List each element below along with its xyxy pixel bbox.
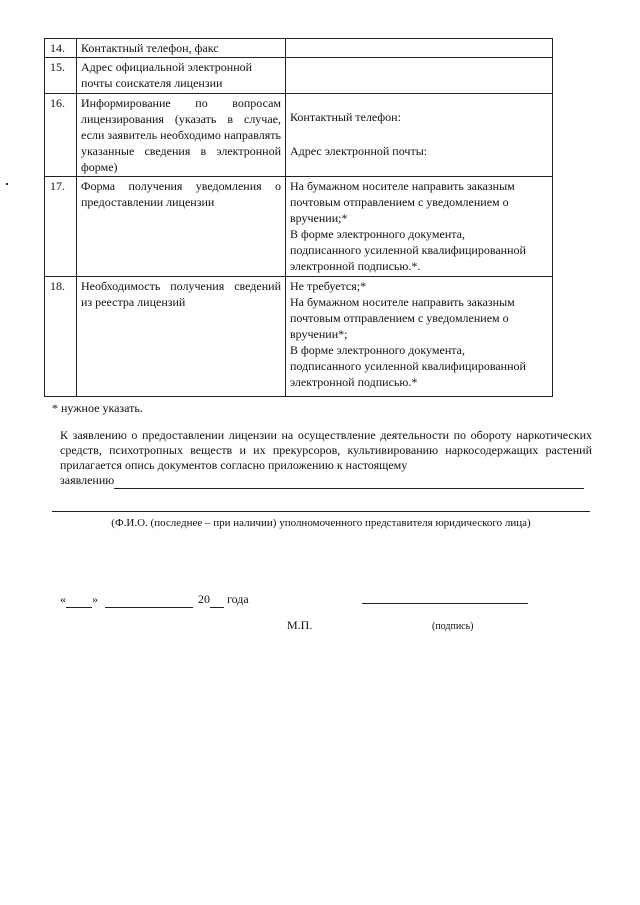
row-label: Форма получения уведомления о предоставлении лицензии bbox=[77, 177, 286, 277]
option-line: электронной подписью.*. bbox=[290, 259, 421, 273]
row-label: Необходимость получения сведений из реестра лицензий bbox=[77, 277, 286, 397]
row-value-field[interactable] bbox=[286, 39, 553, 58]
value-line: Адрес электронной почты: bbox=[290, 144, 428, 158]
option-line: почтовым отправлением с уведомлением о bbox=[290, 195, 509, 209]
option-line: вручении;* bbox=[290, 211, 348, 225]
row-value-field[interactable] bbox=[286, 58, 553, 94]
table-row bbox=[45, 58, 553, 94]
row-number: 15. bbox=[45, 58, 77, 94]
day-field[interactable] bbox=[66, 592, 92, 608]
attachment-fill-line[interactable] bbox=[114, 473, 584, 489]
row-value-field[interactable] bbox=[286, 277, 553, 397]
open-quote: « bbox=[60, 592, 66, 606]
table-row bbox=[45, 177, 553, 277]
year-suffix: года bbox=[227, 592, 249, 606]
option-line: В форме электронного документа, bbox=[290, 343, 465, 357]
attachment-tail-word: заявлению bbox=[60, 473, 115, 487]
table-row bbox=[45, 277, 553, 397]
attachment-text: К заявлению о предоставлении лицензии на осуществление деятельности по обороту наркотических средств, психотропных веществ и их прекурсоров, культивированию наркосодержащих растений прилагается опись документов согласно приложению к настоящему bbox=[60, 428, 592, 472]
option-line: На бумажном носителе направить заказным bbox=[290, 179, 515, 193]
month-field[interactable] bbox=[105, 592, 193, 608]
row-number: 14. bbox=[45, 39, 77, 58]
table-row bbox=[45, 39, 553, 58]
signatory-caption: (Ф.И.О. (последнее – при наличии) уполномоченного представителя юридического лица) bbox=[111, 517, 531, 529]
table-row bbox=[45, 94, 553, 177]
option-line: подписанного усиленной квалифицированной bbox=[290, 243, 526, 257]
scan-speck bbox=[6, 183, 8, 185]
year-field[interactable] bbox=[210, 592, 224, 608]
row-value-field[interactable] bbox=[286, 177, 553, 277]
row-number: 17. bbox=[45, 177, 77, 277]
option-line: подписанного усиленной квалифицированной bbox=[290, 359, 526, 373]
row-value-field[interactable] bbox=[286, 94, 553, 177]
option-line: В форме электронного документа, bbox=[290, 227, 465, 241]
attachment-tail bbox=[60, 473, 592, 489]
row-label: Адрес официальной электронной почты соискателя лицензии bbox=[77, 58, 286, 94]
signature-caption: (подпись) bbox=[432, 621, 474, 632]
value-line: Контактный телефон: bbox=[290, 110, 401, 124]
option-line: вручении*; bbox=[290, 327, 348, 341]
date-line bbox=[60, 592, 249, 608]
row-number: 18. bbox=[45, 277, 77, 397]
signatory-name-line[interactable] bbox=[52, 511, 590, 512]
option-line: почтовым отправлением с уведомлением о bbox=[290, 311, 509, 325]
option-line: Не требуется;* bbox=[290, 279, 367, 293]
footnote: * нужное указать. bbox=[52, 401, 143, 415]
row-label: Информирование по вопросам лицензирования (указать в случае, если заявитель необходимо направлять указанные сведения в электронной форме) bbox=[77, 94, 286, 177]
row-label: Контактный телефон, факс bbox=[77, 39, 286, 58]
signature-line[interactable] bbox=[362, 603, 528, 604]
option-line: На бумажном носителе направить заказным bbox=[290, 295, 515, 309]
application-form-table bbox=[44, 38, 553, 397]
stamp-label: М.П. bbox=[287, 618, 313, 632]
close-quote: » bbox=[92, 592, 98, 606]
attachment-statement bbox=[60, 428, 592, 489]
option-line: электронной подписью.* bbox=[290, 375, 418, 389]
year-prefix: 20 bbox=[198, 592, 210, 606]
row-number: 16. bbox=[45, 94, 77, 177]
